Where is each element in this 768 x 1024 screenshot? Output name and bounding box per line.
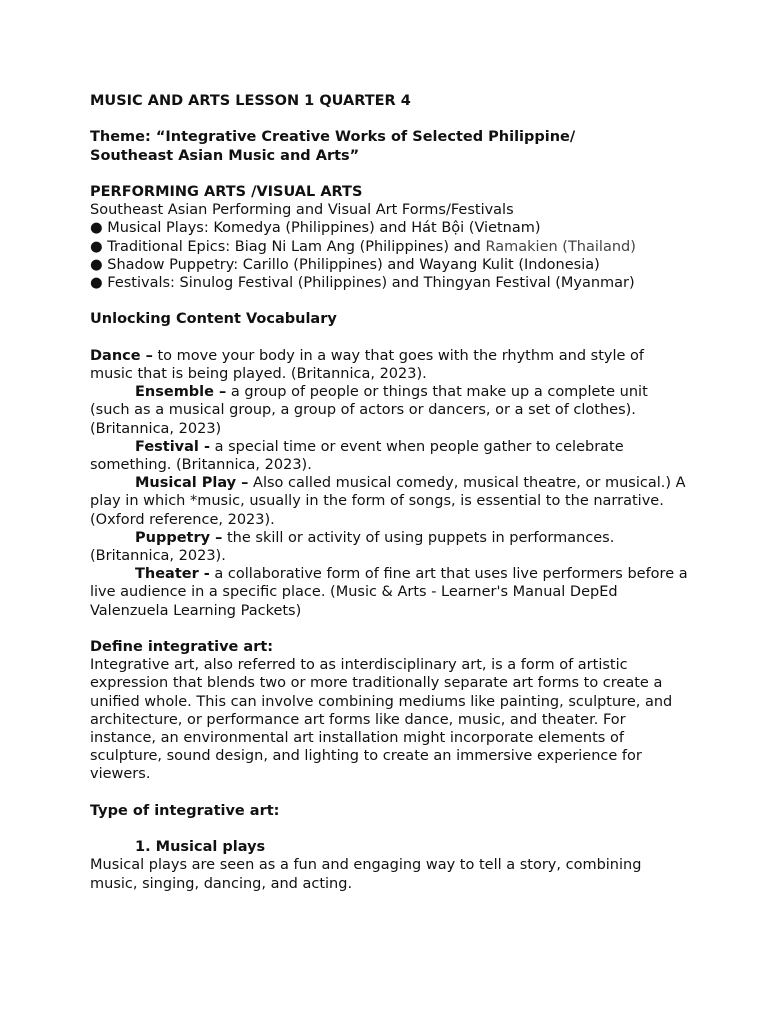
theme-line-1: Theme: “Integrative Creative Works of Selected Philippine/ xyxy=(90,129,576,146)
define-body: Integrative art, also referred to as interdisciplinary art, is a form of artistic expression that blends two or more traditionally separate art forms to create a unified whole. This can involve combining mediums like painting, sculpture, and architecture, or performance art forms like dance, music, and theater. For instance, an environmental art installation might incorporate elements of sculpture, sound design, and lighting to create an immersive experience for viewers. xyxy=(90,657,673,783)
vocab-entry-puppetry xyxy=(90,529,690,565)
lesson-title: MUSIC AND ARTS LESSON 1 QUARTER 4 xyxy=(90,93,411,109)
types-heading: Type of integrative art: xyxy=(90,802,280,819)
types-section xyxy=(90,802,690,893)
type-item-body: Musical plays are seen as a fun and engaging way to tell a story, combining music, singing, dancing, and acting. xyxy=(90,857,642,892)
vocab-definition: the skill or activity of using puppets in performances. (Britannica, 2023). xyxy=(90,529,615,565)
vocab-definition: a group of people or things that make up a complete unit (such as a musical group, a group of actors or dancers, or a set of clothes). (Britannica, 2023) xyxy=(90,384,648,437)
vocab-definition: to move your body in a way that goes with the rhythm and style of music that is being played. (Britannica, 2023). xyxy=(90,347,645,382)
vocab-definition: Also called musical comedy, musical theatre, or musical.) A play in which *music, usually in the form of songs, is essential to the narrative. (Oxford reference, 2023). xyxy=(90,475,686,528)
performing-subheading: Southeast Asian Performing and Visual Art Forms/Festivals xyxy=(90,202,514,219)
list-item: ● Festivals: Sinulog Festival (Philippines) and Thingyan Festival (Myanmar) xyxy=(90,274,690,292)
document-page xyxy=(90,92,690,893)
vocab-term: Dance – xyxy=(90,347,153,364)
define-section xyxy=(90,638,690,784)
list-item: ● Traditional Epics: Biag Ni Lam Ang (Philippines) and Ramakien (Thailand) xyxy=(90,238,690,256)
list-item: ● Shadow Puppetry: Carillo (Philippines) and Wayang Kulit (Indonesia) xyxy=(90,256,690,274)
type-item-title: 1. Musical plays xyxy=(135,839,266,856)
art-forms-list xyxy=(90,219,690,292)
vocab-term: Puppetry – xyxy=(135,529,223,546)
vocab-term: Musical Play – xyxy=(135,475,249,492)
vocab-entry-musical-play xyxy=(90,474,690,529)
vocab-list xyxy=(90,347,690,620)
theme-block xyxy=(90,128,690,164)
vocab-entry-festival xyxy=(90,438,690,474)
performing-heading: PERFORMING ARTS /VISUAL ARTS xyxy=(90,183,363,200)
vocab-term: Ensemble – xyxy=(135,384,227,401)
theme-line-2: Southeast Asian Music and Arts” xyxy=(90,147,360,164)
vocab-term: Theater - xyxy=(135,566,210,583)
list-item: ● Musical Plays: Komedya (Philippines) and Hát Bội (Vietnam) xyxy=(90,219,690,237)
performing-arts-section xyxy=(90,183,690,292)
vocab-entry-dance xyxy=(90,347,690,383)
vocab-definition: a collaborative form of fine art that uses live performers before a live audience in a specific place. (Music & Arts - Learner's Manual DepEd Valenzuela Learning Packets) xyxy=(90,566,688,619)
vocab-entry-ensemble xyxy=(90,383,690,438)
vocab-heading: Unlocking Content Vocabulary xyxy=(90,311,337,328)
vocab-term: Festival - xyxy=(135,438,210,455)
define-heading: Define integrative art: xyxy=(90,639,274,656)
vocab-definition: a special time or event when people gather to celebrate something. (Britannica, 2023). xyxy=(90,438,624,473)
vocab-entry-theater xyxy=(90,565,690,620)
